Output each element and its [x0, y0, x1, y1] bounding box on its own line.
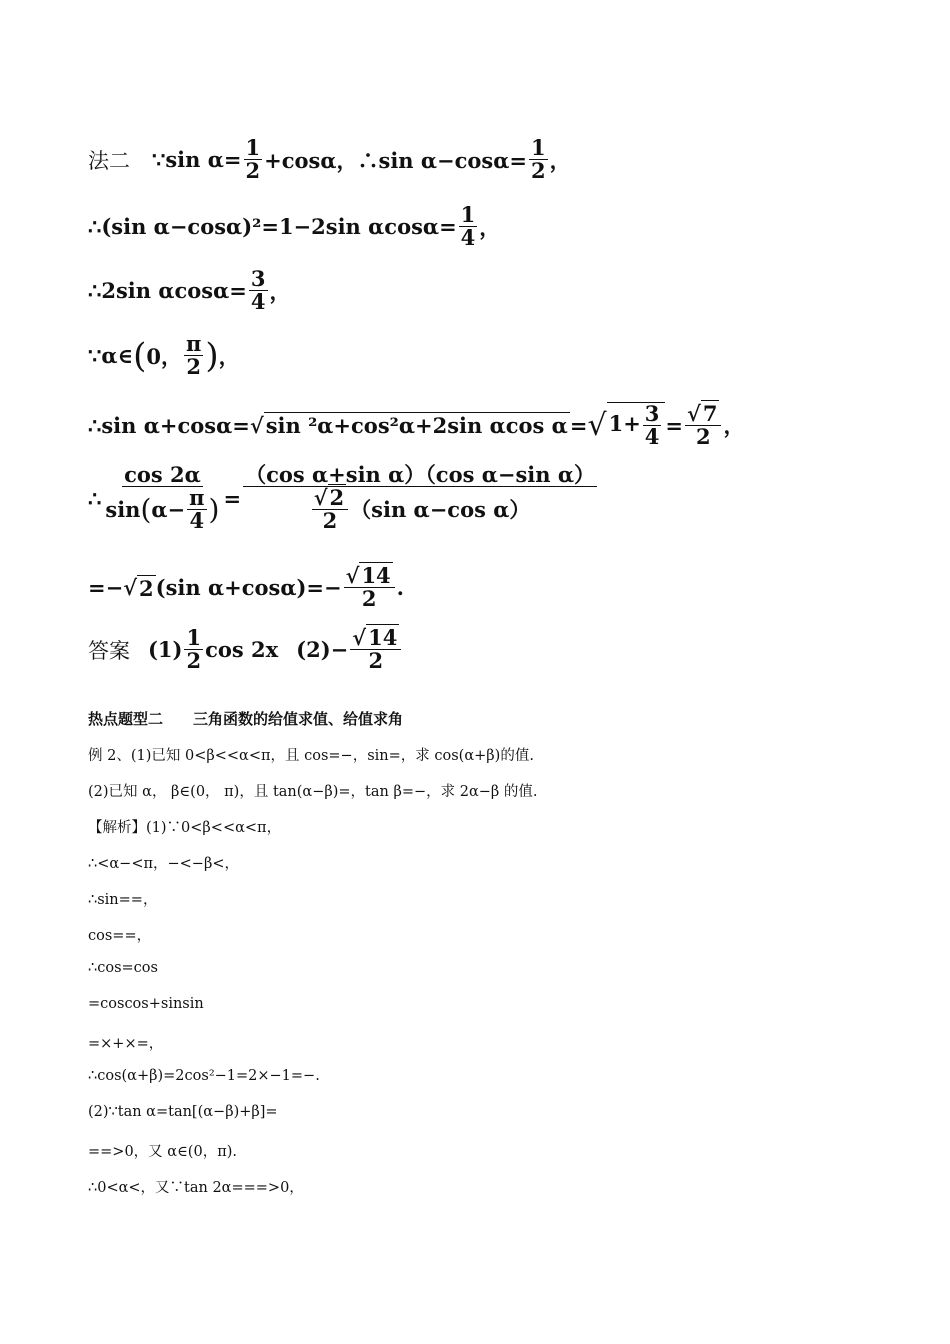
- expr: ，: [479, 214, 501, 240]
- right-paren: ): [205, 335, 219, 376]
- text-line: cos==，: [88, 928, 152, 944]
- expr: 0，: [146, 343, 182, 369]
- fraction: $\frac{3}{4}$: [250, 266, 266, 315]
- text-line: ∴sin==，: [88, 892, 158, 908]
- method-label: 法二: [88, 148, 130, 173]
- text-line: =×+×=，: [88, 1036, 164, 1052]
- expr: ，: [549, 147, 571, 173]
- expr: cos 2x: [205, 637, 279, 663]
- solution-line-7: =− √ 2 (sin α+cosα)=− $\frac{√14}{2}$ .: [88, 563, 404, 612]
- text-line: (2)已知 α， β∈(0， π)，且 tan(α−β)=，tan β=−，求 2α−β 的值.: [88, 784, 538, 800]
- expr: .: [396, 575, 404, 601]
- fraction: （cos α+sin α）（cos α−sin α） $\frac{√2}{2}$ （sin α−cos α）: [245, 462, 596, 534]
- section-heading: 热点题型二 三角函数的给值求值、给值求角: [88, 710, 404, 728]
- text-line: 【解析】(1)∵0<β<<α<π，: [88, 820, 282, 836]
- radicand: sin ²α+cos²α+2sin αcos α: [265, 413, 568, 439]
- expr: (2)−: [296, 637, 349, 663]
- text-line: 例 2、(1)已知 0<β<<α<π，且 cos=−，sin=，求 cos(α+β)的值.: [88, 748, 534, 764]
- expr: ∴: [88, 485, 102, 511]
- text-line: ∴cos=cos: [88, 960, 158, 976]
- expr: ∴2sin αcosα=: [88, 278, 247, 304]
- answer-line: [88, 627, 403, 672]
- fraction: $\frac{√7}{2}$: [685, 403, 721, 448]
- expr: =: [569, 412, 588, 438]
- fraction: $\frac{1}{2}$: [245, 135, 261, 184]
- expr: ∵sin α=: [152, 147, 242, 173]
- fraction: $\frac{1}{2}$: [186, 625, 202, 674]
- expr: =: [665, 412, 684, 438]
- expr: =: [223, 485, 242, 511]
- expr: (1): [148, 637, 183, 663]
- solution-line-1: [88, 137, 571, 182]
- expr: +cosα，∴sin α−cosα=: [264, 147, 528, 173]
- text-line: ∴<α−<π，−<−β<，: [88, 856, 239, 872]
- fraction: $\frac{√14}{2}$: [344, 565, 395, 610]
- solution-line-2: [88, 204, 500, 249]
- expr: (sin α+cosα)=−: [155, 575, 342, 601]
- fraction: $\frac{√14}{2}$: [350, 627, 401, 672]
- text-line: =coscos+sinsin: [88, 996, 204, 1012]
- expr: ，: [218, 343, 240, 369]
- sqrt-sign: √: [249, 412, 264, 438]
- fraction: $\frac{1}{2}$: [531, 135, 546, 184]
- expr: ∴(sin α−cosα)²=1−2sin αcosα=: [88, 214, 457, 240]
- sqrt-sign: √: [587, 407, 607, 443]
- text-line: ==>0，又 α∈(0，π).: [88, 1144, 237, 1160]
- expr: ，: [269, 278, 291, 304]
- fraction: $\frac{1}{4}$: [460, 202, 476, 251]
- solution-line-6: [88, 464, 599, 532]
- text-line: (2)∵tan α=tan[(α−β)+β]=: [88, 1104, 278, 1120]
- fraction: cos 2α sin ( α− $\frac{\pi}{4}$ ): [105, 462, 220, 534]
- fraction: $\frac{\pi}{2}$: [185, 331, 202, 380]
- sqrt-sign: √: [123, 575, 138, 601]
- radicand: 1+ $\frac{3}{4}$: [607, 402, 666, 448]
- solution-line-3: [88, 268, 291, 313]
- left-paren: (: [133, 335, 147, 376]
- expr: ∵α∈: [88, 343, 134, 369]
- text-line: ∴cos(α+β)=2cos²−1=2×−1=−.: [88, 1068, 320, 1084]
- solution-line-4: [88, 333, 240, 378]
- solution-line-5: [88, 402, 744, 448]
- expr: ∴sin α+cosα=: [88, 412, 250, 438]
- expr: ，: [723, 413, 745, 439]
- answer-label: 答案: [88, 638, 130, 663]
- expr: =−: [88, 575, 124, 601]
- text-line: ∴0<α<，又∵tan 2α===>0，: [88, 1180, 304, 1196]
